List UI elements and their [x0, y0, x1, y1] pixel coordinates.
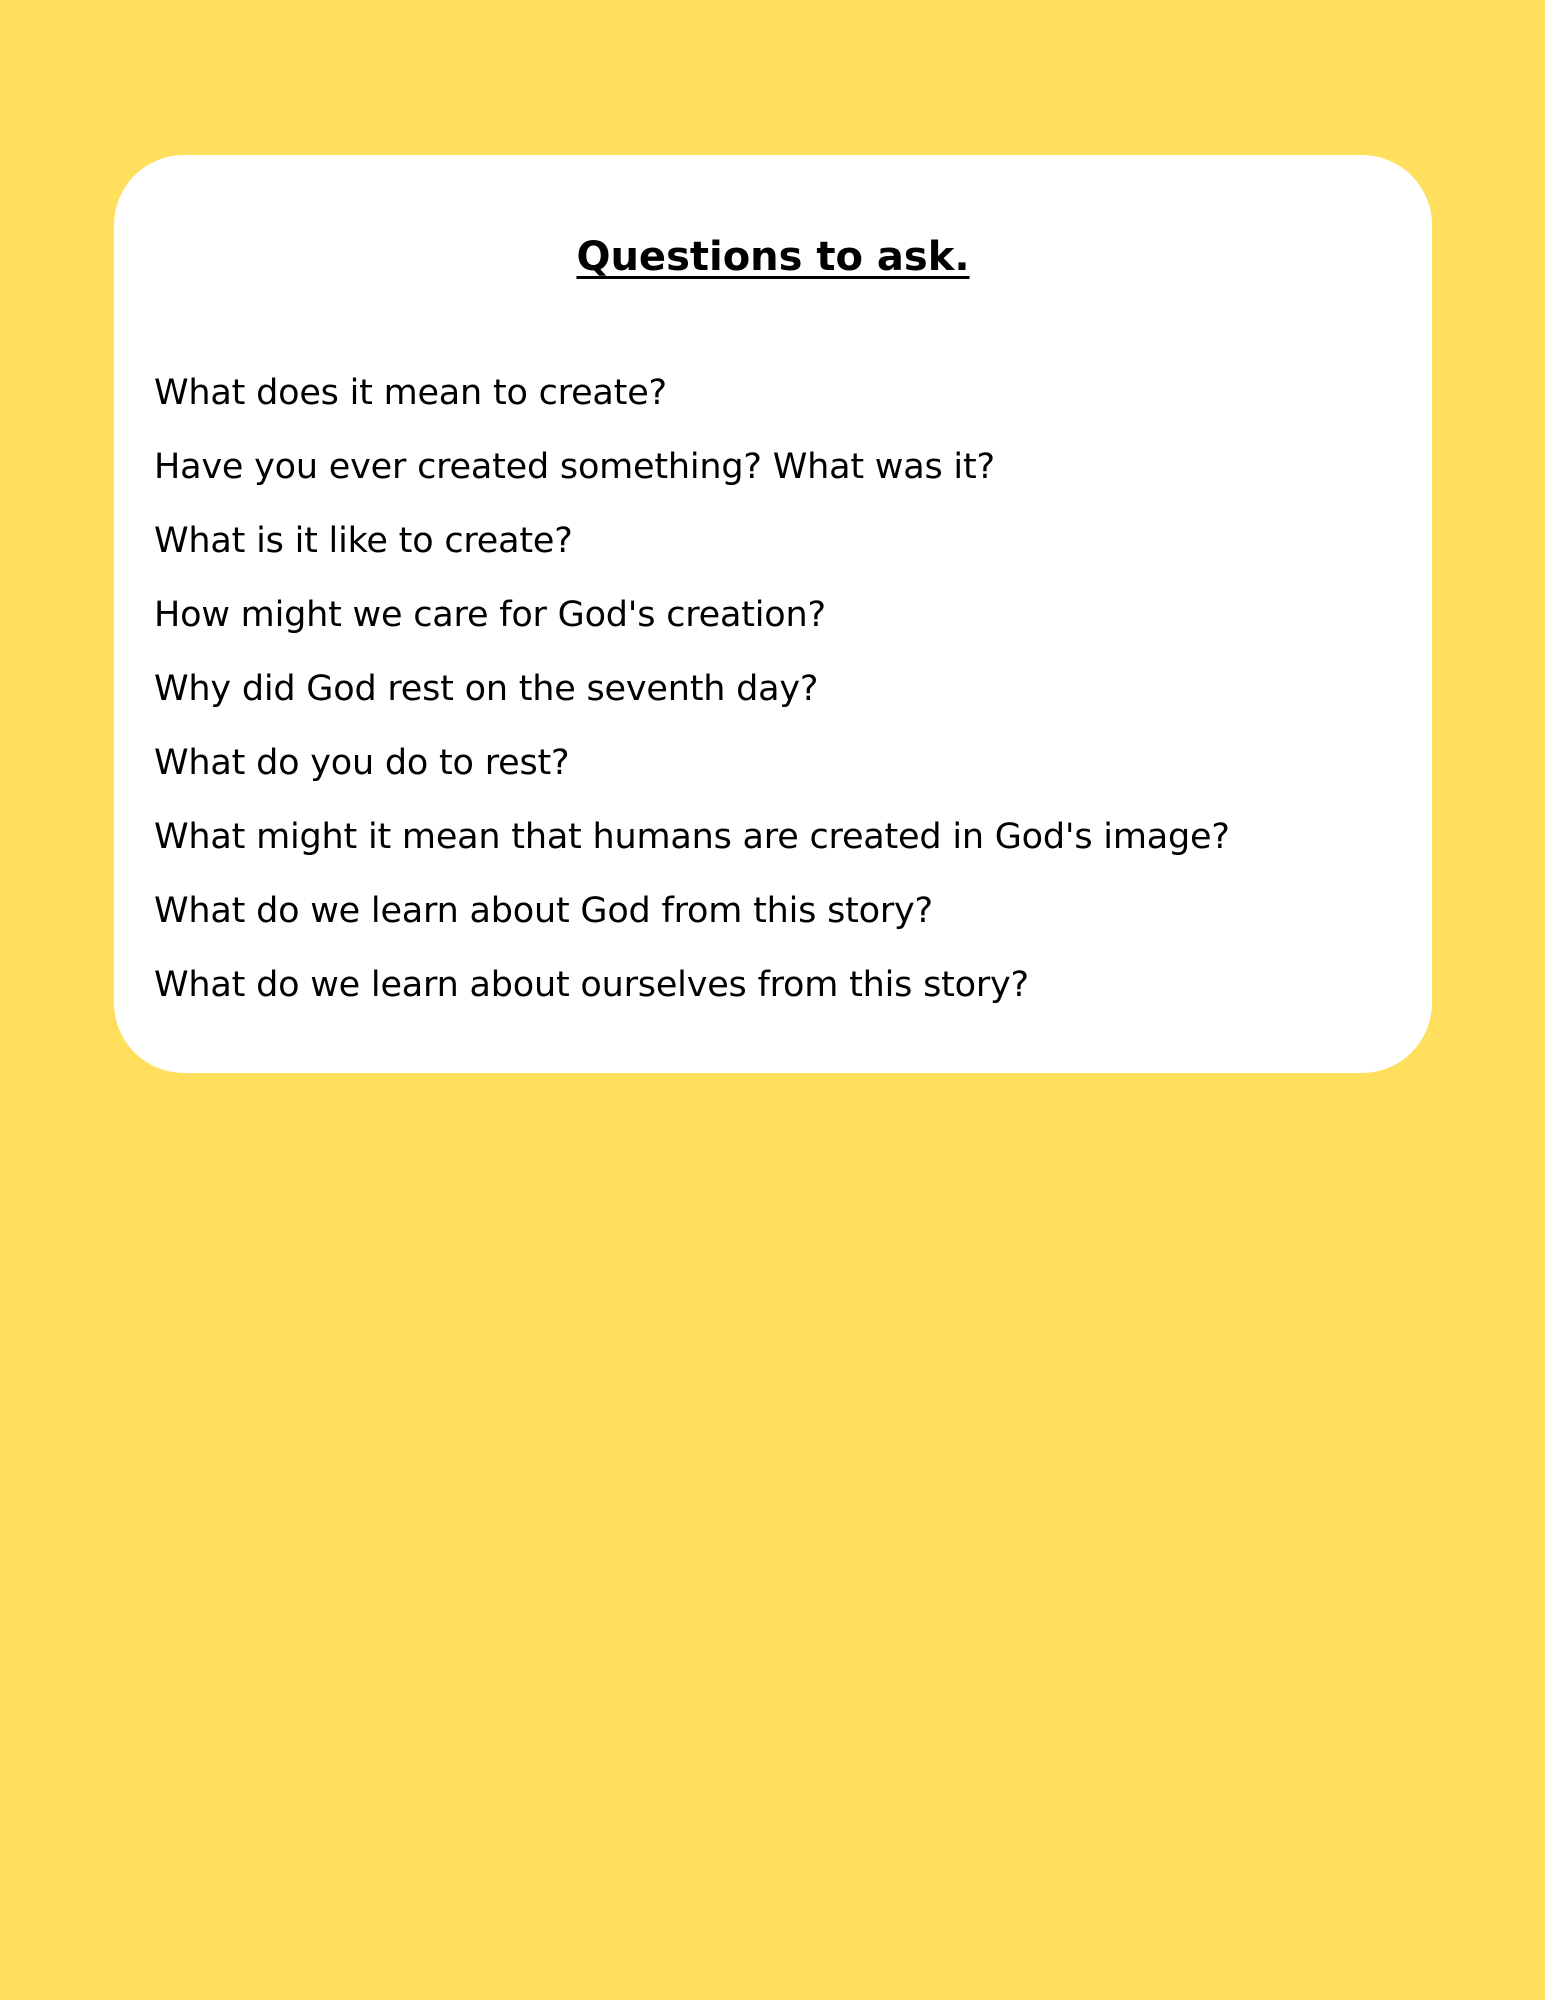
question-item: What is it like to create? — [154, 521, 573, 561]
question-item: What do we learn about ourselves from this story? — [154, 965, 1029, 1005]
question-item: What might it mean that humans are created in God's image? — [154, 817, 1230, 857]
question-item: Why did God rest on the seventh day? — [154, 669, 819, 709]
question-item: How might we care for God's creation? — [154, 595, 826, 635]
question-item: What do we learn about God from this story? — [154, 891, 933, 931]
question-item: What does it mean to create? — [154, 373, 667, 413]
card-title: Questions to ask. — [576, 234, 970, 280]
question-list — [154, 356, 1230, 1022]
question-item: What do you do to rest? — [154, 743, 570, 783]
question-item: Have you ever created something? What was it? — [154, 447, 995, 487]
questions-card — [114, 155, 1432, 1073]
